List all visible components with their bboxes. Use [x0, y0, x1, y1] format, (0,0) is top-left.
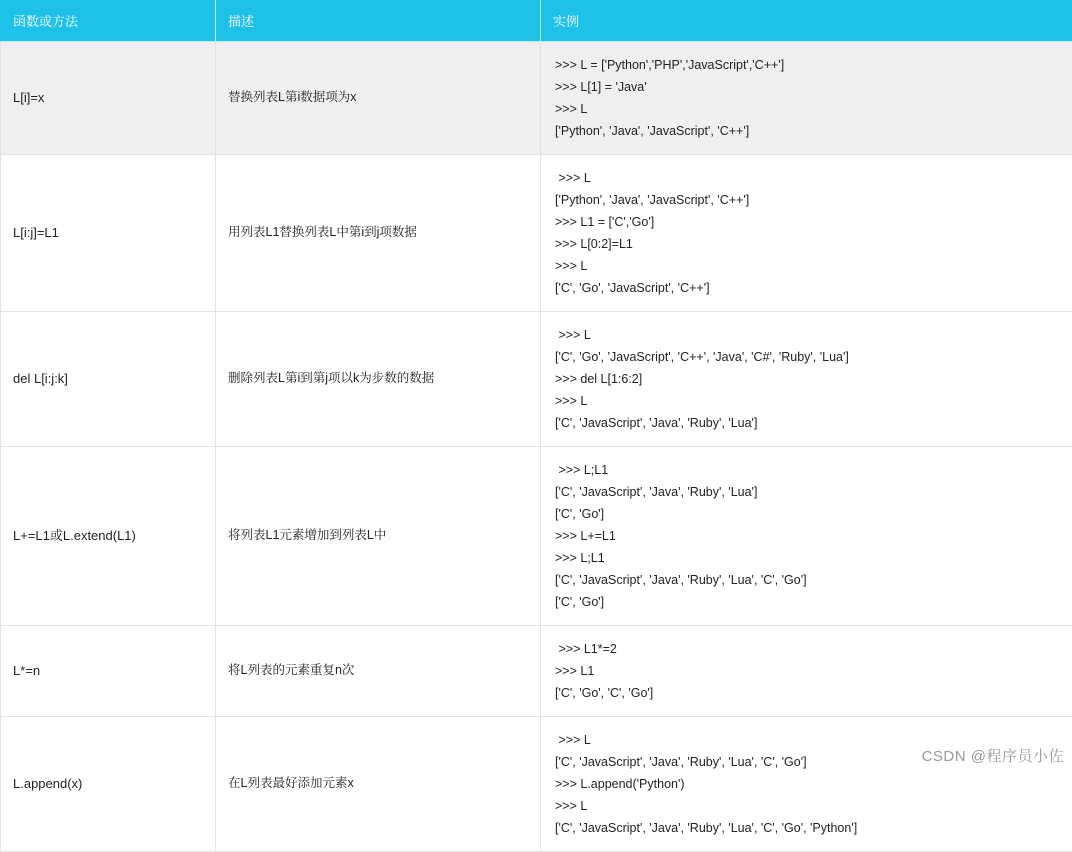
cell-function: L*=n — [1, 626, 216, 717]
table-row — [1, 312, 1072, 447]
cell-description: 将列表L1元素增加到列表L中 — [216, 447, 541, 626]
cell-example — [541, 626, 1072, 717]
example-line: >>> L — [555, 255, 1060, 277]
example-line: >>> L+=L1 — [555, 525, 1060, 547]
cell-description: 替换列表L第i数据项为x — [216, 42, 541, 155]
cell-example — [541, 312, 1072, 447]
example-line: ['Python', 'Java', 'JavaScript', 'C++'] — [555, 120, 1060, 142]
example-line: ['C', 'Go', 'JavaScript', 'C++', 'Java', 'C#', 'Ruby', 'Lua'] — [555, 346, 1060, 368]
cell-example — [541, 447, 1072, 626]
example-line: >>> L — [555, 167, 1060, 189]
example-line: >>> L = ['Python','PHP','JavaScript','C++'] — [555, 54, 1060, 76]
example-line: >>> del L[1:6:2] — [555, 368, 1060, 390]
example-line: ['C', 'Go', 'C', 'Go'] — [555, 682, 1060, 704]
example-line: >>> L — [555, 729, 1060, 751]
example-line: ['C', 'JavaScript', 'Java', 'Ruby', 'Lua', 'C', 'Go'] — [555, 569, 1060, 591]
table-row — [1, 626, 1072, 717]
example-line: ['C', 'JavaScript', 'Java', 'Ruby', 'Lua'] — [555, 412, 1060, 434]
example-line: >>> L1*=2 — [555, 638, 1060, 660]
table-row — [1, 42, 1072, 155]
table-header — [1, 0, 1072, 42]
example-line: ['C', 'Go', 'JavaScript', 'C++'] — [555, 277, 1060, 299]
example-line: >>> L — [555, 98, 1060, 120]
example-line: ['C', 'Go'] — [555, 591, 1060, 613]
cell-function: L[i:j]=L1 — [1, 155, 216, 312]
example-line: >>> L — [555, 324, 1060, 346]
cell-description: 用列表L1替换列表L中第i到j项数据 — [216, 155, 541, 312]
cell-function: L+=L1或L.extend(L1) — [1, 447, 216, 626]
cell-description: 删除列表L第i到第j项以k为步数的数据 — [216, 312, 541, 447]
cell-description: 将L列表的元素重复n次 — [216, 626, 541, 717]
column-header-function: 函数或方法 — [1, 0, 216, 42]
example-line: >>> L;L1 — [555, 547, 1060, 569]
cell-function: del L[i:j:k] — [1, 312, 216, 447]
example-line: >>> L.append('Python') — [555, 773, 1060, 795]
table-row — [1, 717, 1072, 852]
header-row — [1, 0, 1072, 42]
table-body — [1, 42, 1072, 852]
example-line: >>> L1 = ['C','Go'] — [555, 211, 1060, 233]
example-line: >>> L[1] = 'Java' — [555, 76, 1060, 98]
cell-function: L[i]=x — [1, 42, 216, 155]
example-line: >>> L[0:2]=L1 — [555, 233, 1060, 255]
example-line: >>> L1 — [555, 660, 1060, 682]
table-row — [1, 155, 1072, 312]
example-line: ['C', 'Go'] — [555, 503, 1060, 525]
cell-example — [541, 717, 1072, 852]
example-line: ['C', 'JavaScript', 'Java', 'Ruby', 'Lua'] — [555, 481, 1060, 503]
cell-example — [541, 42, 1072, 155]
example-line: ['C', 'JavaScript', 'Java', 'Ruby', 'Lua', 'C', 'Go'] — [555, 751, 1060, 773]
cell-example — [541, 155, 1072, 312]
cell-function: L.append(x) — [1, 717, 216, 852]
column-header-description: 描述 — [216, 0, 541, 42]
example-line: >>> L — [555, 390, 1060, 412]
watermark: CSDN @程序员小佐 — [922, 745, 1064, 766]
example-line: >>> L — [555, 795, 1060, 817]
example-line: ['C', 'JavaScript', 'Java', 'Ruby', 'Lua', 'C', 'Go', 'Python'] — [555, 817, 1060, 839]
cell-description: 在L列表最好添加元素x — [216, 717, 541, 852]
table-row — [1, 447, 1072, 626]
example-line: ['Python', 'Java', 'JavaScript', 'C++'] — [555, 189, 1060, 211]
example-line: >>> L;L1 — [555, 459, 1060, 481]
column-header-example: 实例 — [541, 0, 1072, 42]
